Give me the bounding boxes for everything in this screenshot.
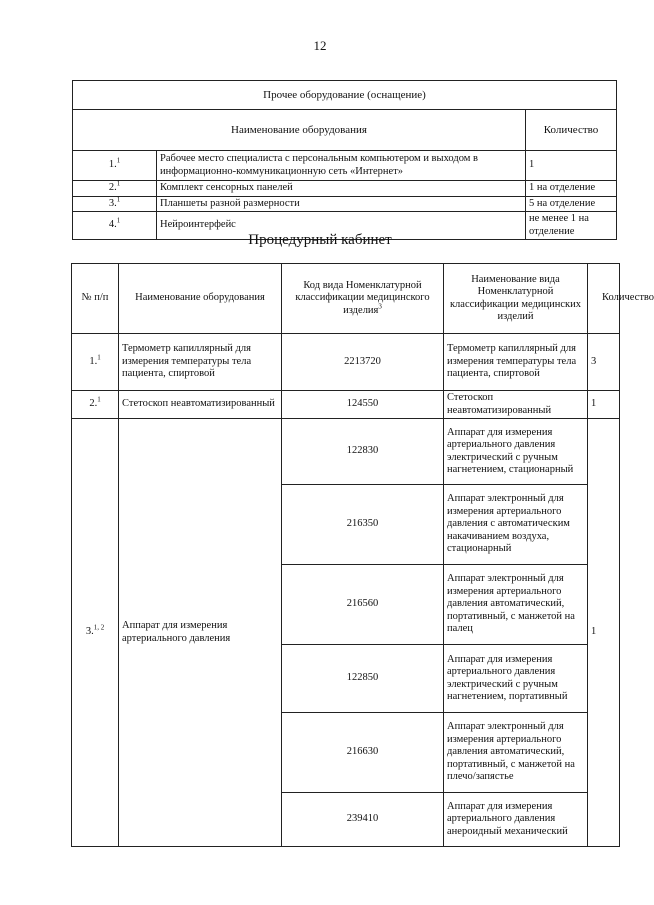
column-header-kind: Наименование вида Номенклатурной классификации медицинских изделий xyxy=(444,264,588,334)
column-header-name: Наименование оборудования xyxy=(119,264,282,334)
procedure-room-table xyxy=(71,263,654,847)
equipment-name: Стетоскоп неавтоматизированный xyxy=(119,391,282,419)
table-row xyxy=(72,391,620,419)
page-number: 12 xyxy=(313,38,327,53)
quantity: 5 на отделение xyxy=(526,196,617,212)
table-caption: Прочее оборудование (оснащение) xyxy=(73,81,617,110)
equipment-name: Аппарат для измерения артериального давления xyxy=(119,419,282,847)
classification-code: 216350 xyxy=(282,485,444,565)
column-header-code: Код вида Номенклатурной классификации медицинского изделия$^3$ xyxy=(282,264,444,334)
classification-code: 216560 xyxy=(282,565,444,645)
column-header-quantity: Количество xyxy=(526,110,617,151)
classification-code: 216630 xyxy=(282,713,444,793)
quantity: 1 на отделение xyxy=(526,181,617,197)
classification-kind: Аппарат для измерения артериального давления анероидный механический xyxy=(444,793,588,847)
table-row xyxy=(72,334,620,391)
quantity: 3 xyxy=(588,334,620,391)
row-number: 1.$^1$ xyxy=(73,151,157,181)
equipment-name: Нейроинтерфейс xyxy=(157,212,526,240)
table-row xyxy=(72,419,620,485)
row-number: 2.$^1$ xyxy=(72,391,119,419)
other-equipment-table xyxy=(72,80,617,240)
classification-code: 2213720 xyxy=(282,334,444,391)
quantity: 1 xyxy=(526,151,617,181)
row-number: 1.$^1$ xyxy=(72,334,119,391)
classification-code: 122850 xyxy=(282,645,444,713)
classification-kind: Аппарат электронный для измерения артериального давления автоматический, портативный, с манжетой на палец xyxy=(444,565,588,645)
table-row xyxy=(73,181,617,197)
classification-kind: Аппарат электронный для измерения артериального давления автоматический, портативный, с манжетой на плечо/запястье xyxy=(444,713,588,793)
column-header-quantity: Количество xyxy=(588,264,620,334)
classification-kind: Аппарат для измерения артериального давления электрический с ручным нагнетением, портативный xyxy=(444,645,588,713)
quantity: 1 xyxy=(588,391,620,419)
row-number: 3.$^{1, 2}$ xyxy=(72,419,119,847)
row-number: 2.$^1$ xyxy=(73,181,157,197)
equipment-name: Планшеты разной размерности xyxy=(157,196,526,212)
classification-kind: Термометр капиллярный для измерения температуры тела пациента, спиртовой xyxy=(444,334,588,391)
row-number: 4.$^1$ xyxy=(73,212,157,240)
equipment-name: Рабочее место специалиста с персональным компьютером и выходом в информационно-коммуникационную сеть «Интернет» xyxy=(157,151,526,181)
column-header-name: Наименование оборудования xyxy=(73,110,526,151)
column-header-number: № п/п xyxy=(72,264,119,334)
table-row xyxy=(73,151,617,181)
quantity: 1 xyxy=(588,419,620,847)
equipment-name: Комплект сенсорных панелей xyxy=(157,181,526,197)
table-row xyxy=(73,196,617,212)
classification-kind: Аппарат электронный для измерения артериального давления с автоматическим накачиванием воздуха, стационарный xyxy=(444,485,588,565)
equipment-name: Термометр капиллярный для измерения температуры тела пациента, спиртовой xyxy=(119,334,282,391)
classification-code: 124550 xyxy=(282,391,444,419)
quantity: не менее 1 на отделение xyxy=(526,212,617,240)
classification-code: 122830 xyxy=(282,419,444,485)
row-number: 3.$^1$ xyxy=(73,196,157,212)
classification-kind: Стетоскоп неавтоматизированный xyxy=(444,391,588,419)
section-title: Процедурный кабинет xyxy=(248,232,392,248)
classification-kind: Аппарат для измерения артериального давления электрический с ручным нагнетением, стационарный xyxy=(444,419,588,485)
classification-code: 239410 xyxy=(282,793,444,847)
